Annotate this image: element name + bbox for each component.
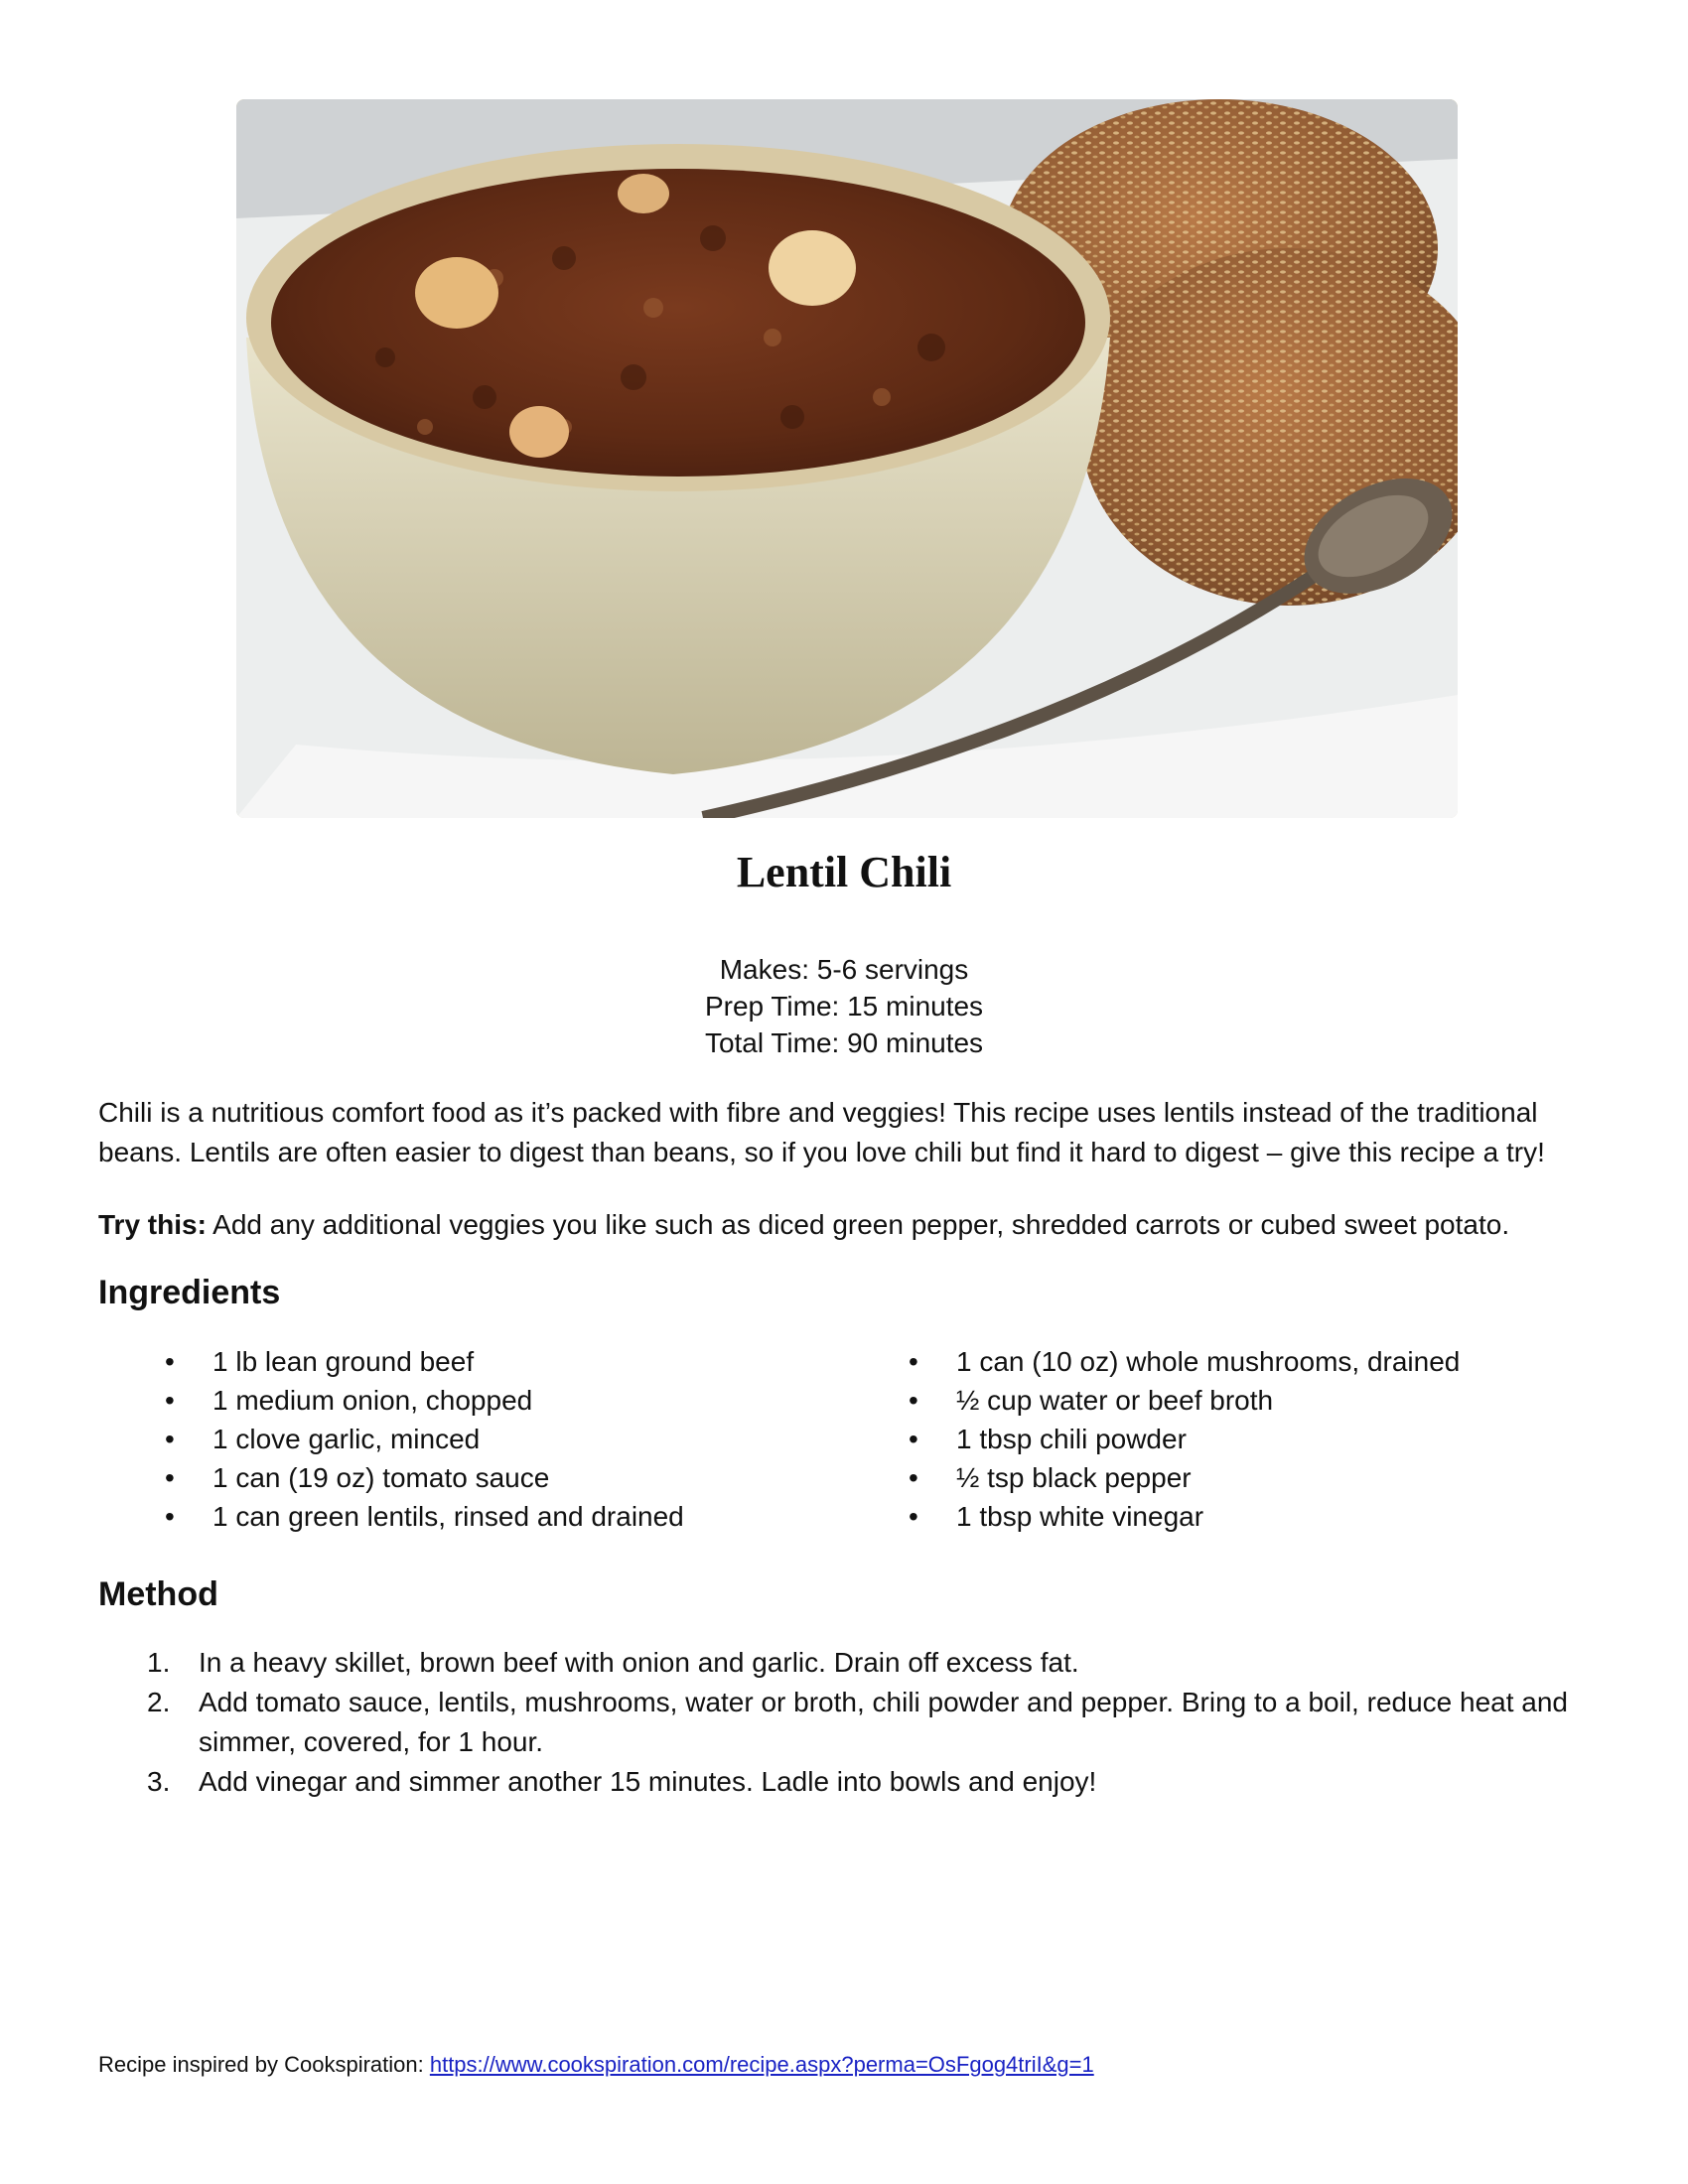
source-credit xyxy=(98,2052,1094,2078)
total-time-text: Total Time: 90 minutes xyxy=(704,1027,984,1058)
ingredients-list-left xyxy=(165,1342,684,1536)
ingredient-item: • 1 can (10 oz) whole mushrooms, drained xyxy=(909,1342,1460,1381)
method-step xyxy=(147,1683,1597,1762)
prep-time-text: Prep Time: 15 minutes xyxy=(704,991,984,1022)
method-step xyxy=(147,1762,1597,1802)
step-text: Add vinegar and simmer another 15 minutes. Ladle into bowls and enjoy! xyxy=(199,1766,1097,1797)
try-this-text: Add any additional veggies you like such as diced green pepper, shredded carrots or cubed sweet potato. xyxy=(206,1209,1510,1240)
method-heading: Method xyxy=(98,1575,218,1613)
ingredient-item: • 1 lb lean ground beef xyxy=(165,1342,684,1381)
step-number: 1. xyxy=(147,1647,171,1678)
step-number: 2. xyxy=(147,1687,171,1717)
recipe-photo xyxy=(236,99,1458,818)
ingredient-item: • 1 can green lentils, rinsed and drained xyxy=(165,1497,684,1536)
step-number: 3. xyxy=(147,1766,171,1797)
recipe-title: Lentil Chili xyxy=(736,848,952,896)
ingredient-item: • ½ cup water or beef broth xyxy=(909,1381,1460,1420)
ingredient-item: • 1 medium onion, chopped xyxy=(165,1381,684,1420)
ingredient-item: • 1 tbsp white vinegar xyxy=(909,1497,1460,1536)
step-text: Add tomato sauce, lentils, mushrooms, water or broth, chili powder and pepper. Bring to a boil, reduce heat and simmer, covered, for 1 hour. xyxy=(199,1687,1568,1757)
try-this-paragraph xyxy=(98,1205,1608,1245)
ingredients-list-right xyxy=(909,1342,1460,1536)
ingredient-item: • ½ tsp black pepper xyxy=(909,1458,1460,1497)
ingredient-item: • 1 can (19 oz) tomato sauce xyxy=(165,1458,684,1497)
step-text: In a heavy skillet, brown beef with onion and garlic. Drain off excess fat. xyxy=(199,1647,1079,1678)
intro-paragraph: Chili is a nutritious comfort food as it’s packed with fibre and veggies! This recipe uses lentils instead of the traditional beans. Lentils are often easier to digest than beans, so if you love chili but find it hard to digest – give this recipe a try! xyxy=(98,1097,1545,1167)
servings-text: Makes: 5-6 servings xyxy=(719,954,969,985)
method-step xyxy=(147,1643,1597,1683)
source-label: Recipe inspired by Cookspiration: xyxy=(98,2052,430,2077)
ingredient-item: • 1 tbsp chili powder xyxy=(909,1420,1460,1458)
ingredient-item: • 1 clove garlic, minced xyxy=(165,1420,684,1458)
recipe-meta xyxy=(0,951,1688,1061)
method-steps xyxy=(147,1643,1597,1802)
ingredients-heading: Ingredients xyxy=(98,1274,281,1311)
bowl-of-chili-with-rolls-icon xyxy=(236,99,1458,818)
try-this-label: Try this: xyxy=(98,1209,207,1240)
source-link[interactable]: https://www.cookspiration.com/recipe.aspx?perma=OsFgog4triI&g=1 xyxy=(429,2052,1094,2077)
